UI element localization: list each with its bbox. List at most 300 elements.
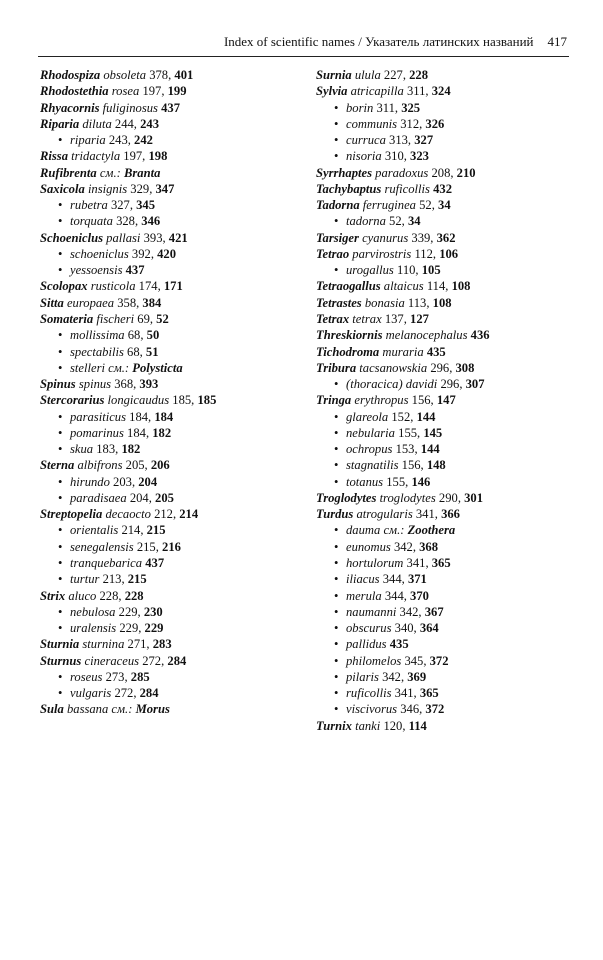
genus-name: Stercorarius	[40, 393, 105, 408]
index-entry	[316, 295, 578, 311]
header-rule	[38, 56, 569, 57]
bullet: •	[58, 474, 63, 489]
genus-name: Saxicola	[40, 181, 85, 196]
genus-name: Somateria	[40, 311, 94, 326]
index-subentry	[40, 522, 302, 538]
bullet: •	[58, 523, 63, 538]
page-ref: 108	[432, 295, 452, 310]
page-ref: 345	[136, 198, 156, 213]
index-entry	[316, 197, 578, 213]
page-ref: 365	[431, 555, 451, 570]
page-ref: 105	[421, 263, 441, 278]
page-ref: 283	[152, 637, 172, 652]
index-column-right	[316, 67, 578, 734]
page-ref: 372	[425, 702, 445, 717]
bullet: •	[334, 149, 339, 164]
page-ref: 272	[142, 653, 162, 668]
page-ref: 198	[148, 149, 168, 164]
running-header	[0, 34, 567, 50]
index-entry	[316, 344, 578, 360]
index-subentry	[40, 409, 302, 425]
see-label: см.:	[108, 360, 130, 375]
page-separator: ,	[138, 621, 145, 636]
index-entry	[316, 67, 578, 83]
species-name: atricapilla	[350, 84, 404, 99]
bullet: •	[334, 555, 339, 570]
see-target: Morus	[135, 702, 170, 717]
index-subentry	[40, 344, 302, 360]
bullet: •	[334, 588, 339, 603]
index-entry	[40, 653, 302, 669]
page-ref: 184	[154, 409, 174, 424]
genus-name: Tadorna	[316, 198, 360, 213]
species-name: pallasi	[106, 230, 141, 245]
page-ref: 347	[155, 181, 175, 196]
page-ref: 243	[108, 133, 128, 148]
page-separator: ,	[423, 653, 430, 668]
bullet: •	[58, 425, 63, 440]
page-ref: 227	[383, 68, 403, 82]
page-separator: ,	[434, 507, 442, 522]
page-ref: 206	[150, 458, 170, 473]
index-subentry	[316, 441, 578, 457]
page-ref: 344	[384, 588, 404, 603]
species-name: fuliginosus	[102, 100, 158, 115]
page-ref: 420	[157, 246, 176, 261]
bullet: •	[334, 686, 339, 701]
species-name: ruficollis	[384, 181, 430, 196]
page-ref: 216	[162, 539, 181, 554]
page-ref: 215	[136, 539, 156, 554]
genus-name: Tarsiger	[316, 230, 359, 245]
page-ref: 106	[439, 246, 459, 261]
index-subentry	[316, 132, 578, 148]
page-ref: 120	[383, 718, 403, 733]
page-separator: ,	[168, 68, 175, 82]
page-separator: ,	[402, 68, 410, 82]
page-ref: 212	[154, 507, 173, 522]
index-entry	[40, 376, 302, 392]
page-ref: 52	[156, 311, 169, 326]
index-entry	[316, 718, 578, 734]
page-separator: ,	[417, 425, 424, 440]
genus-name: Surnia	[316, 68, 352, 82]
page-ref: 327	[110, 198, 130, 213]
header-title: Index of scientific names / Указатель латинских названий	[223, 34, 534, 49]
page-separator: ,	[403, 588, 411, 603]
see-label: см.:	[111, 702, 133, 717]
index-subentry	[40, 539, 302, 555]
species-name: merula	[346, 588, 382, 603]
species-name: tetrax	[352, 311, 382, 326]
page-separator: ,	[144, 458, 151, 473]
page-ref: 271	[127, 637, 147, 652]
page-ref: 325	[401, 100, 421, 115]
index-subentry	[316, 262, 578, 278]
page-separator: ,	[148, 409, 155, 424]
bullet: •	[334, 539, 339, 554]
page-separator: ,	[400, 669, 408, 684]
page-ref: 311	[406, 84, 426, 99]
page-ref: 358	[117, 295, 137, 310]
index-entry	[316, 83, 578, 99]
page-ref: 197	[142, 84, 162, 99]
page-ref: 328	[116, 214, 135, 229]
genus-name: Tetrastes	[316, 295, 362, 310]
page-separator: ,	[139, 344, 146, 359]
index-column-left	[40, 67, 302, 718]
page-ref: 421	[168, 230, 188, 245]
species-name: stagnatilis	[346, 458, 399, 473]
genus-name: Turdus	[316, 507, 354, 522]
species-name: ochropus	[346, 442, 393, 457]
index-subentry	[40, 262, 302, 278]
see-label: см.:	[99, 165, 121, 180]
species-name: europaea	[66, 295, 115, 310]
page-ref: 68	[127, 328, 141, 343]
bullet: •	[58, 133, 63, 148]
page-ref: 341	[406, 555, 426, 570]
bullet: •	[334, 133, 339, 148]
page-ref: 34	[407, 214, 421, 229]
genus-name: Turnix	[316, 718, 352, 733]
page-ref: 229	[118, 604, 138, 619]
page-ref: 182	[121, 442, 141, 457]
index-subentry	[40, 555, 302, 571]
index-entry	[316, 230, 578, 246]
index-entry	[40, 295, 302, 311]
page-separator: ,	[161, 653, 168, 668]
page-ref: 284	[139, 686, 159, 701]
index-entry	[40, 701, 302, 717]
page-ref: 208	[431, 165, 451, 180]
page-ref: 155	[398, 425, 418, 440]
page-ref: 327	[414, 133, 434, 148]
page-ref: 51	[145, 344, 159, 359]
page-separator: ,	[157, 279, 164, 294]
index-entry	[40, 588, 302, 604]
page-separator: ,	[405, 474, 412, 489]
page-separator: ,	[425, 555, 432, 570]
page-separator: ,	[137, 604, 144, 619]
genus-name: Tetraogallus	[316, 279, 381, 294]
species-name: borin	[346, 100, 374, 115]
species-name: ferruginea	[362, 198, 416, 213]
species-name: communis	[346, 116, 398, 131]
bullet: •	[334, 377, 339, 392]
page-ref: 229	[144, 621, 164, 636]
page-ref: 113	[407, 295, 427, 310]
bullet: •	[334, 523, 339, 538]
page-ref: 393	[139, 377, 159, 392]
genus-name: Spinus	[40, 377, 76, 392]
genus-name: Troglodytes	[316, 490, 377, 505]
page-ref: 273	[105, 669, 125, 684]
page-ref: 346	[400, 702, 420, 717]
page-separator: ,	[118, 588, 125, 603]
page-ref: 145	[423, 425, 443, 440]
bullet: •	[334, 263, 339, 278]
page-ref: 185	[197, 393, 217, 408]
page-ref: 437	[145, 555, 165, 570]
page-separator: ,	[140, 523, 147, 538]
genus-name: Sturnia	[40, 637, 80, 652]
species-name: rosea	[111, 84, 140, 99]
index-subentry	[316, 522, 578, 538]
page-ref: 215	[146, 523, 166, 538]
species-name: troglodytes	[379, 490, 436, 505]
species-name: albifrons	[77, 458, 123, 473]
bullet: •	[58, 198, 63, 213]
page-separator: ,	[414, 442, 421, 457]
index-entry	[316, 506, 578, 522]
page-separator: ,	[145, 425, 153, 440]
page-ref: 370	[410, 588, 429, 603]
page-ref: 50	[146, 328, 160, 343]
species-name: glareola	[346, 409, 389, 424]
species-name: sturnina	[82, 637, 125, 652]
species-name: uralensis	[70, 621, 117, 636]
index-subentry	[316, 653, 578, 669]
page-separator: ,	[401, 214, 408, 229]
index-entry	[40, 116, 302, 132]
genus-name: Threskiornis	[316, 328, 383, 343]
page-ref: 69	[137, 311, 150, 326]
species-name: parasiticus	[70, 409, 126, 424]
page-ref: 312	[400, 116, 420, 131]
page-ref: 242	[134, 133, 153, 148]
index-subentry	[40, 571, 302, 587]
page-ref: 137	[384, 311, 404, 326]
page-separator: ,	[457, 490, 465, 505]
index-entry	[40, 457, 302, 473]
page-separator: ,	[450, 165, 457, 180]
species-name: turtur	[70, 572, 100, 587]
page-ref: 156	[411, 393, 431, 408]
page-ref: 185	[172, 393, 192, 408]
genus-name: Syrrhaptes	[316, 165, 372, 180]
index-subentry	[316, 474, 578, 490]
page-separator: ,	[172, 507, 180, 522]
page-separator: ,	[410, 409, 417, 424]
page-ref: 68	[127, 344, 140, 359]
genus-name: Tribura	[316, 360, 357, 375]
page-separator: ,	[413, 621, 420, 636]
species-name: pilaris	[346, 669, 379, 684]
page-separator: ,	[418, 604, 425, 619]
page-ref: 182	[152, 425, 172, 440]
page-separator: ,	[430, 393, 437, 408]
page-separator: ,	[403, 149, 411, 164]
species-name: longicaudus	[107, 393, 170, 408]
index-entry	[40, 100, 302, 116]
page-separator: ,	[148, 490, 156, 505]
page-ref: 114	[426, 279, 446, 294]
index-subentry	[316, 100, 578, 116]
page-separator: ,	[419, 702, 426, 717]
page-ref: 228	[99, 588, 119, 603]
page-ref: 296	[440, 377, 460, 392]
bullet: •	[334, 458, 339, 473]
species-name: vulgaris	[70, 686, 112, 701]
page-ref: 147	[436, 393, 456, 408]
page-separator: ,	[142, 149, 149, 164]
see-target: Polysticta	[132, 360, 183, 375]
page-ref: 110	[396, 263, 416, 278]
genus-name: Sturnus	[40, 653, 82, 668]
page-separator: ,	[134, 214, 142, 229]
species-name: torquata	[70, 214, 113, 229]
page-ref: 329	[130, 181, 150, 196]
species-name: parvirostris	[352, 246, 412, 261]
species-name: skua	[70, 442, 94, 457]
page-separator: ,	[459, 377, 466, 392]
page-ref: 435	[426, 344, 446, 359]
page-separator: ,	[412, 539, 420, 554]
bullet: •	[58, 263, 63, 278]
page-ref: 146	[411, 474, 431, 489]
page-separator: ,	[133, 377, 140, 392]
bullet: •	[334, 669, 339, 684]
species-name: roseus	[70, 669, 103, 684]
page-ref: 432	[433, 181, 452, 196]
index-subentry	[40, 474, 302, 490]
page-ref: 436	[470, 328, 490, 343]
bullet: •	[334, 572, 339, 587]
page-ref: 307	[465, 377, 485, 392]
species-name: viscivorus	[346, 702, 398, 717]
genus-name: Tringa	[316, 393, 352, 408]
species-name: paradoxus	[375, 165, 429, 180]
genus-name: Tachybaptus	[316, 181, 382, 196]
index-subentry	[40, 327, 302, 343]
genus-name: Rhodostethia	[40, 84, 109, 99]
species-name: cineraceus	[84, 653, 140, 668]
page-separator: ,	[403, 311, 411, 326]
index-entry	[40, 83, 302, 99]
species-name: tridactyla	[71, 149, 121, 164]
page-separator: ,	[127, 133, 135, 148]
page-ref: 52	[419, 198, 432, 213]
page-separator: ,	[401, 572, 408, 587]
species-name: totanus	[346, 474, 384, 489]
page-ref: 437	[125, 263, 145, 278]
page-ref: 183	[96, 442, 116, 457]
species-name: cyanurus	[362, 230, 409, 245]
page-separator: ,	[131, 474, 139, 489]
bullet: •	[58, 442, 63, 457]
index-subentry	[316, 409, 578, 425]
page-ref: 152	[391, 409, 411, 424]
page-separator: ,	[150, 246, 158, 261]
page-ref: 184	[127, 425, 146, 440]
species-name: yessoensis	[70, 263, 123, 278]
bullet: •	[58, 328, 63, 343]
page-ref: 184	[129, 409, 149, 424]
bullet: •	[334, 702, 339, 717]
page-separator: ,	[449, 360, 456, 375]
index-subentry	[316, 116, 578, 132]
bullet: •	[334, 637, 339, 652]
index-entry	[40, 311, 302, 327]
page-ref: 342	[399, 604, 419, 619]
page-ref: 228	[409, 68, 428, 82]
genus-name: Rhodospiza	[40, 68, 101, 82]
index-subentry	[316, 620, 578, 636]
page-ref: 199	[167, 84, 187, 99]
index-entry	[316, 165, 578, 181]
index-entry	[40, 230, 302, 246]
page-separator: ,	[425, 84, 432, 99]
page-separator: ,	[133, 116, 141, 131]
page-ref: 272	[114, 686, 134, 701]
bullet: •	[334, 621, 339, 636]
page-ref: 342	[393, 539, 413, 554]
page-ref: 401	[174, 68, 194, 82]
index-subentry	[40, 213, 302, 229]
page-separator: ,	[419, 116, 426, 131]
page-separator: ,	[394, 100, 402, 115]
index-entry	[40, 181, 302, 197]
index-subentry	[40, 669, 302, 685]
species-name: erythropus	[354, 393, 409, 408]
species-name: altaicus	[383, 279, 424, 294]
index-entry	[40, 636, 302, 652]
species-name: hirundo	[70, 474, 110, 489]
page-ref: 362	[436, 230, 456, 245]
page-separator: ,	[140, 328, 147, 343]
index-entry	[40, 67, 302, 83]
bullet: •	[334, 214, 339, 229]
page-separator: ,	[149, 311, 157, 326]
page-ref: 384	[142, 295, 162, 310]
index-subentry	[316, 457, 578, 473]
index-entry	[316, 311, 578, 327]
page-ref: 213	[102, 572, 122, 587]
species-name: hortulorum	[346, 555, 404, 570]
page-number: 417	[547, 34, 567, 49]
species-name: obsoleta	[103, 68, 147, 82]
genus-name: Rissa	[40, 149, 68, 164]
species-name: melanocephalus	[385, 328, 468, 343]
page-ref: 341	[415, 507, 435, 522]
page-separator: ,	[124, 669, 131, 684]
species-name: mollissima	[70, 328, 125, 343]
page-ref: 284	[167, 653, 187, 668]
bullet: •	[334, 100, 339, 115]
index-subentry	[316, 571, 578, 587]
page-ref: 230	[143, 604, 163, 619]
index-entry	[40, 392, 302, 408]
bullet: •	[58, 344, 63, 359]
page-ref: 323	[410, 149, 429, 164]
genus-name: Scolopax	[40, 279, 88, 294]
page-separator: ,	[415, 263, 422, 278]
page-separator: ,	[146, 637, 153, 652]
page-ref: 203	[113, 474, 132, 489]
species-name: pallidus	[346, 637, 387, 652]
bullet: •	[334, 442, 339, 457]
page-ref: 153	[395, 442, 415, 457]
page-ref: 435	[389, 637, 409, 652]
species-name: urogallus	[346, 263, 394, 278]
bullet: •	[334, 604, 339, 619]
bullet: •	[58, 409, 63, 424]
genus-name: Schoeniclus	[40, 230, 103, 245]
page-ref: 437	[161, 100, 180, 115]
page-ref: 127	[410, 311, 429, 326]
genus-name: Sterna	[40, 458, 75, 473]
